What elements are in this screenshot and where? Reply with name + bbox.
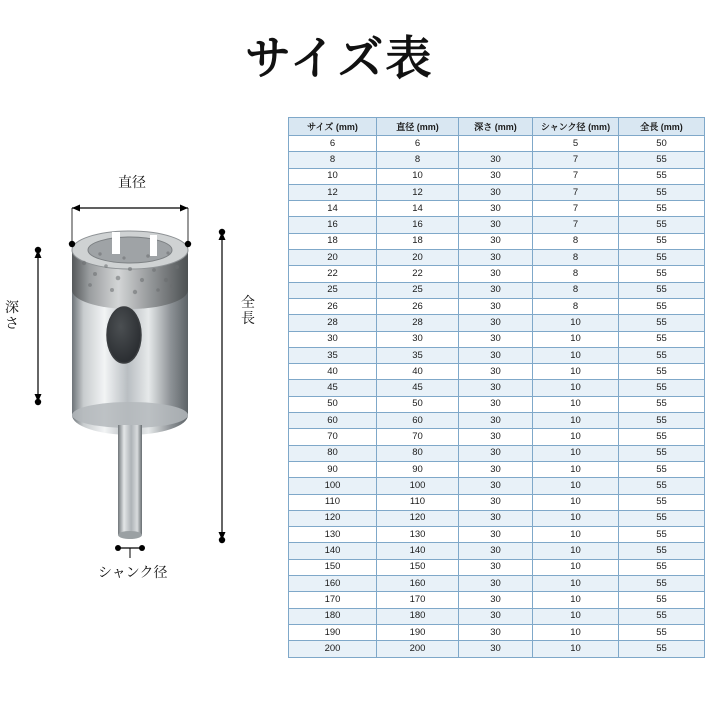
table-cell: 30 xyxy=(459,184,533,200)
table-cell: 30 xyxy=(459,168,533,184)
table-row xyxy=(289,298,705,314)
table-cell: 30 xyxy=(459,250,533,266)
table-row xyxy=(289,347,705,363)
table-cell: 110 xyxy=(377,494,459,510)
table-cell: 55 xyxy=(619,494,705,510)
table-cell: 30 xyxy=(459,461,533,477)
table-cell: 55 xyxy=(619,201,705,217)
table-cell: 30 xyxy=(459,380,533,396)
table-cell: 22 xyxy=(377,266,459,282)
table-row xyxy=(289,380,705,396)
table-cell: 18 xyxy=(377,233,459,249)
table-cell: 70 xyxy=(377,429,459,445)
table-cell: 45 xyxy=(289,380,377,396)
table-cell: 80 xyxy=(289,445,377,461)
table-cell: 7 xyxy=(533,152,619,168)
table-cell: 90 xyxy=(289,461,377,477)
column-header-total-length: 全長 (mm) xyxy=(619,118,705,136)
table-cell: 120 xyxy=(289,510,377,526)
core-drill-bit-illustration xyxy=(0,140,280,610)
column-header-size: サイズ (mm) xyxy=(289,118,377,136)
table-cell: 130 xyxy=(377,527,459,543)
table-cell: 30 xyxy=(459,429,533,445)
table-cell: 50 xyxy=(377,396,459,412)
table-cell: 30 xyxy=(459,510,533,526)
table-cell: 16 xyxy=(377,217,459,233)
table-cell: 20 xyxy=(289,250,377,266)
table-cell: 30 xyxy=(459,201,533,217)
column-header-depth: 深さ (mm) xyxy=(459,118,533,136)
table-row xyxy=(289,201,705,217)
label-total-length: 全長 xyxy=(241,295,255,327)
table-cell: 30 xyxy=(459,413,533,429)
table-cell: 160 xyxy=(377,576,459,592)
table-cell: 6 xyxy=(377,136,459,152)
table-cell: 10 xyxy=(533,608,619,624)
table-cell: 50 xyxy=(619,136,705,152)
column-header-shank: シャンク径 (mm) xyxy=(533,118,619,136)
label-diameter: 直径 xyxy=(118,175,146,191)
table-cell: 55 xyxy=(619,217,705,233)
table-cell: 55 xyxy=(619,396,705,412)
table-cell: 55 xyxy=(619,608,705,624)
table-cell: 55 xyxy=(619,641,705,657)
table-row xyxy=(289,136,705,152)
table-cell: 10 xyxy=(533,364,619,380)
table-cell: 7 xyxy=(533,168,619,184)
table-cell: 5 xyxy=(533,136,619,152)
table-cell: 55 xyxy=(619,152,705,168)
table-row xyxy=(289,184,705,200)
table-row xyxy=(289,168,705,184)
label-shank-diameter: シャンク径 xyxy=(98,565,168,581)
table-cell: 160 xyxy=(289,576,377,592)
table-cell: 30 xyxy=(459,592,533,608)
table-cell: 30 xyxy=(459,331,533,347)
table-cell: 200 xyxy=(377,641,459,657)
table-body xyxy=(289,136,705,658)
table-cell: 55 xyxy=(619,478,705,494)
table-cell: 55 xyxy=(619,429,705,445)
table-cell: 10 xyxy=(533,510,619,526)
table-cell: 70 xyxy=(289,429,377,445)
table-cell: 40 xyxy=(289,364,377,380)
table-cell: 10 xyxy=(533,478,619,494)
table-cell: 18 xyxy=(289,233,377,249)
table-row xyxy=(289,445,705,461)
table-cell: 55 xyxy=(619,445,705,461)
table-cell: 30 xyxy=(459,559,533,575)
table-cell: 10 xyxy=(289,168,377,184)
table-cell: 12 xyxy=(289,184,377,200)
table-cell: 10 xyxy=(377,168,459,184)
table-row xyxy=(289,217,705,233)
table-cell: 10 xyxy=(533,494,619,510)
table-cell: 180 xyxy=(377,608,459,624)
table-cell: 55 xyxy=(619,543,705,559)
table-cell: 55 xyxy=(619,461,705,477)
table-cell: 10 xyxy=(533,396,619,412)
table-cell: 50 xyxy=(289,396,377,412)
table-cell: 12 xyxy=(377,184,459,200)
table-cell: 8 xyxy=(533,282,619,298)
table-cell: 140 xyxy=(377,543,459,559)
table-cell: 55 xyxy=(619,380,705,396)
table-cell: 30 xyxy=(459,527,533,543)
table-cell: 55 xyxy=(619,266,705,282)
table-cell: 80 xyxy=(377,445,459,461)
table-cell: 55 xyxy=(619,347,705,363)
size-table xyxy=(288,117,705,658)
table-cell: 10 xyxy=(533,592,619,608)
table-cell: 25 xyxy=(377,282,459,298)
table-cell: 55 xyxy=(619,250,705,266)
table-cell: 150 xyxy=(289,559,377,575)
table-row xyxy=(289,608,705,624)
table-cell: 30 xyxy=(459,445,533,461)
table-cell: 200 xyxy=(289,641,377,657)
table-cell: 30 xyxy=(377,331,459,347)
table-row xyxy=(289,592,705,608)
table-cell: 6 xyxy=(289,136,377,152)
table-cell: 30 xyxy=(459,298,533,314)
table-cell: 16 xyxy=(289,217,377,233)
page-title: サイズ表 xyxy=(245,31,434,85)
table-cell: 30 xyxy=(459,576,533,592)
table-cell: 10 xyxy=(533,331,619,347)
table-cell: 25 xyxy=(289,282,377,298)
table-row xyxy=(289,250,705,266)
table-cell: 120 xyxy=(377,510,459,526)
label-depth: 深さ xyxy=(5,300,19,332)
table-row xyxy=(289,510,705,526)
table-cell: 8 xyxy=(533,266,619,282)
table-row xyxy=(289,233,705,249)
table-row xyxy=(289,315,705,331)
table-cell: 30 xyxy=(459,494,533,510)
table-cell: 30 xyxy=(459,543,533,559)
table-cell: 55 xyxy=(619,315,705,331)
table-cell: 8 xyxy=(377,152,459,168)
table-cell xyxy=(459,136,533,152)
table-cell: 55 xyxy=(619,527,705,543)
table-cell: 90 xyxy=(377,461,459,477)
table-cell: 180 xyxy=(289,608,377,624)
table-row xyxy=(289,527,705,543)
table-cell: 20 xyxy=(377,250,459,266)
table-cell: 100 xyxy=(289,478,377,494)
table-cell: 10 xyxy=(533,527,619,543)
table-row xyxy=(289,478,705,494)
table-cell: 55 xyxy=(619,624,705,640)
table-cell: 30 xyxy=(459,217,533,233)
table-cell: 30 xyxy=(459,624,533,640)
table-cell: 10 xyxy=(533,380,619,396)
table-cell: 8 xyxy=(533,250,619,266)
table-row xyxy=(289,543,705,559)
table-cell: 55 xyxy=(619,510,705,526)
table-cell: 55 xyxy=(619,298,705,314)
table-cell: 30 xyxy=(459,364,533,380)
table-row xyxy=(289,429,705,445)
table-cell: 60 xyxy=(289,413,377,429)
table-header-row xyxy=(289,118,705,136)
table-cell: 22 xyxy=(289,266,377,282)
table-cell: 10 xyxy=(533,347,619,363)
table-cell: 14 xyxy=(377,201,459,217)
table-row xyxy=(289,413,705,429)
table-cell: 55 xyxy=(619,592,705,608)
table-cell: 14 xyxy=(289,201,377,217)
table-row xyxy=(289,152,705,168)
table-row xyxy=(289,364,705,380)
table-row xyxy=(289,282,705,298)
table-cell: 8 xyxy=(533,233,619,249)
table-cell: 55 xyxy=(619,168,705,184)
table-cell: 30 xyxy=(459,282,533,298)
table-cell: 60 xyxy=(377,413,459,429)
table-cell: 100 xyxy=(377,478,459,494)
table-cell: 190 xyxy=(377,624,459,640)
table-cell: 10 xyxy=(533,445,619,461)
table-cell: 55 xyxy=(619,282,705,298)
table-cell: 30 xyxy=(459,266,533,282)
table-cell: 30 xyxy=(459,396,533,412)
table-cell: 140 xyxy=(289,543,377,559)
table-cell: 40 xyxy=(377,364,459,380)
size-table-container xyxy=(288,117,704,658)
table-row xyxy=(289,641,705,657)
table-cell: 10 xyxy=(533,461,619,477)
table-cell: 10 xyxy=(533,543,619,559)
table-cell: 10 xyxy=(533,641,619,657)
table-row xyxy=(289,624,705,640)
table-row xyxy=(289,494,705,510)
table-cell: 28 xyxy=(289,315,377,331)
table-cell: 10 xyxy=(533,413,619,429)
table-cell: 30 xyxy=(459,641,533,657)
table-cell: 7 xyxy=(533,217,619,233)
table-cell: 35 xyxy=(289,347,377,363)
table-row xyxy=(289,266,705,282)
table-cell: 8 xyxy=(533,298,619,314)
table-cell: 26 xyxy=(377,298,459,314)
table-cell: 55 xyxy=(619,559,705,575)
table-cell: 45 xyxy=(377,380,459,396)
table-cell: 30 xyxy=(289,331,377,347)
table-cell: 55 xyxy=(619,364,705,380)
table-cell: 30 xyxy=(459,608,533,624)
table-row xyxy=(289,331,705,347)
table-cell: 10 xyxy=(533,315,619,331)
table-cell: 28 xyxy=(377,315,459,331)
table-cell: 30 xyxy=(459,478,533,494)
table-row xyxy=(289,396,705,412)
table-cell: 55 xyxy=(619,331,705,347)
table-cell: 10 xyxy=(533,576,619,592)
table-cell: 30 xyxy=(459,347,533,363)
table-cell: 55 xyxy=(619,184,705,200)
table-row xyxy=(289,576,705,592)
table-cell: 30 xyxy=(459,315,533,331)
table-cell: 170 xyxy=(377,592,459,608)
table-cell: 170 xyxy=(289,592,377,608)
table-cell: 30 xyxy=(459,152,533,168)
table-cell: 35 xyxy=(377,347,459,363)
column-header-diameter: 直径 (mm) xyxy=(377,118,459,136)
table-cell: 190 xyxy=(289,624,377,640)
table-cell: 8 xyxy=(289,152,377,168)
table-cell: 10 xyxy=(533,559,619,575)
table-cell: 110 xyxy=(289,494,377,510)
table-cell: 55 xyxy=(619,576,705,592)
table-cell: 10 xyxy=(533,624,619,640)
table-cell: 7 xyxy=(533,201,619,217)
table-cell: 30 xyxy=(459,233,533,249)
table-cell: 26 xyxy=(289,298,377,314)
table-cell: 7 xyxy=(533,184,619,200)
table-cell: 55 xyxy=(619,233,705,249)
table-cell: 55 xyxy=(619,413,705,429)
table-cell: 10 xyxy=(533,429,619,445)
table-row xyxy=(289,461,705,477)
table-cell: 130 xyxy=(289,527,377,543)
table-cell: 150 xyxy=(377,559,459,575)
product-diagram xyxy=(0,140,280,610)
table-row xyxy=(289,559,705,575)
